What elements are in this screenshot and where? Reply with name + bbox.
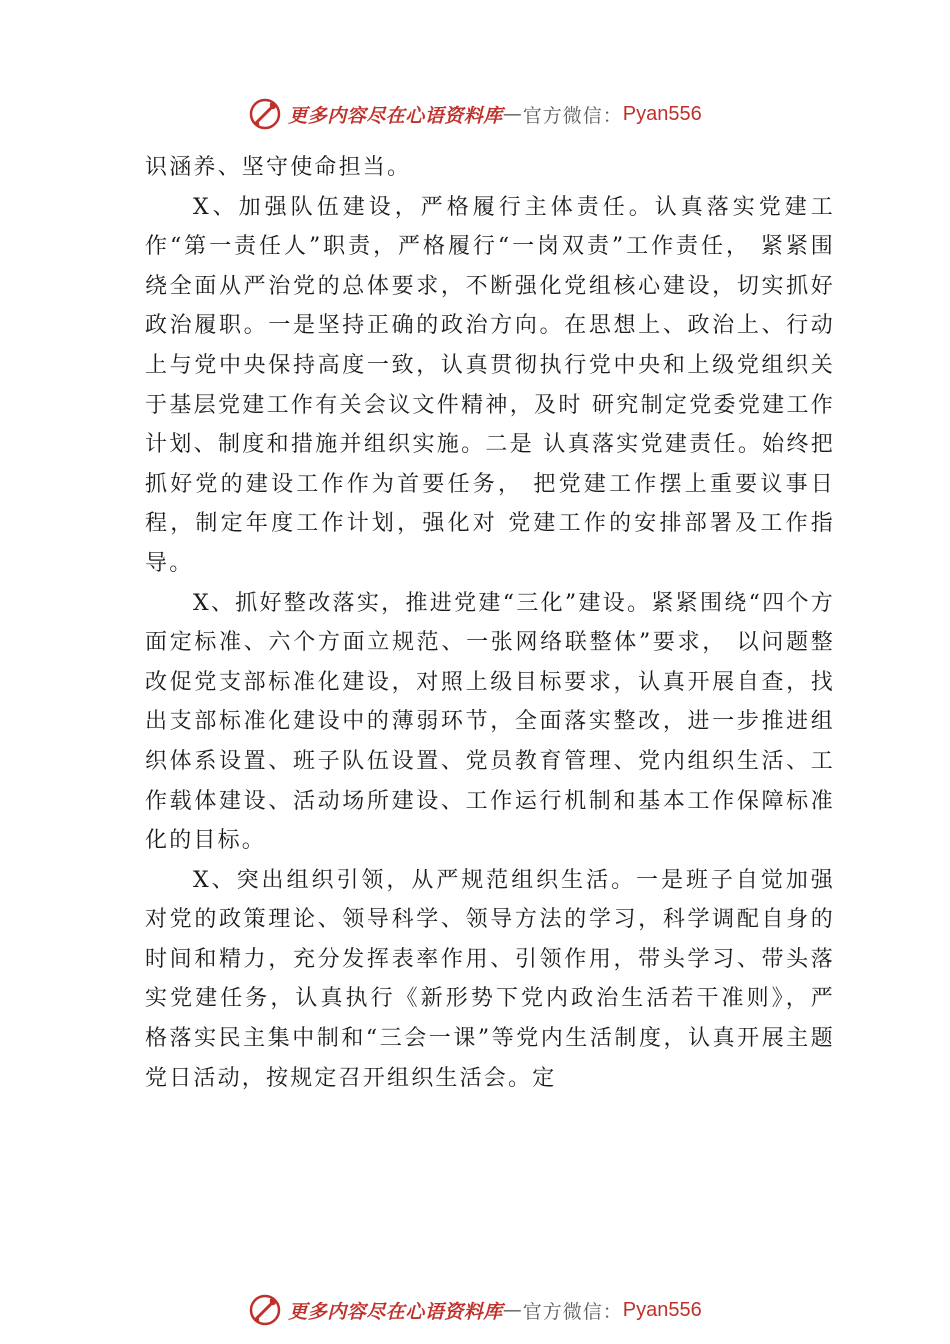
watermark-wechat-label: 官方微信： bbox=[522, 104, 623, 127]
watermark-wechat-label: 官方微信： bbox=[522, 1300, 623, 1323]
watermark-brand: 更多内容尽在心语资料库 bbox=[288, 104, 503, 127]
watermark-wechat-id: Pyan556 bbox=[622, 1298, 702, 1321]
paragraph-organization-life: X、突出组织引领，从严规范组织生活。一是班子自觉加强对党的政策理论、领导科学、领导方法的学习，科学调配自身的时间和精力，充分发挥表率作用、引领作用，带头学习、带头落实党建任务，认真执行《新形势下党内政治生活若干准则》，严格落实民主集中制和“三会一课”等党内生活制度，认真开展主题党日活动，按规定召开组织生活会。定 bbox=[145, 867, 835, 1091]
footer-watermark bbox=[0, 1290, 950, 1330]
header-watermark bbox=[0, 94, 950, 134]
brush-logo-icon bbox=[248, 97, 282, 131]
watermark-wechat-id: Pyan556 bbox=[622, 102, 702, 125]
watermark-brand: 更多内容尽在心语资料库 bbox=[288, 1300, 503, 1323]
brush-logo-icon bbox=[248, 1293, 282, 1327]
paragraph-team-building: X、加强队伍建设，严格履行主体责任。认真落实党建工作“第一责任人”职责，严格履行“一岗双责”工作责任， 紧紧围绕全面从严治党的总体要求，不断强化党组核心建设，切实抓好政治履职。一是坚持正确的政治方向。在思想上、政治上、行动上与党中央保持高度一致，认真贯彻执行党中央和上级党组织关于基层党建工作有关会议文件精神，及时 研究制定党委党建工作计划、制度和措施并组织实施。二是 认真落实党建责任。始终把抓好党的建设工作作为首要任务， 把党建工作摆上重要议事日程，制定年度工作计划，强化对 党建工作的安排部署及工作指导。 bbox=[145, 194, 835, 576]
document-body bbox=[145, 148, 835, 1098]
paragraph-rectification: X、抓好整改落实，推进党建“三化”建设。紧紧围绕“四个方面定标准、六个方面立规范、一张网络联整体”要求， 以问题整改促党支部标准化建设，对照上级目标要求，认真开展自查，找出支部标准化建设中的薄弱环节，全面落实整改，进一步推进组织体系设置、班子队伍设置、党员教育管理、党内组织生活、工作载体建设、活动场所建设、工作运行机制和基本工作保障标准化的目标。 bbox=[145, 590, 835, 854]
watermark-dash: — bbox=[502, 103, 523, 125]
paragraph-continuation: 识涵养、坚守使命担当。 bbox=[145, 155, 412, 180]
watermark-dash: — bbox=[502, 1299, 523, 1321]
